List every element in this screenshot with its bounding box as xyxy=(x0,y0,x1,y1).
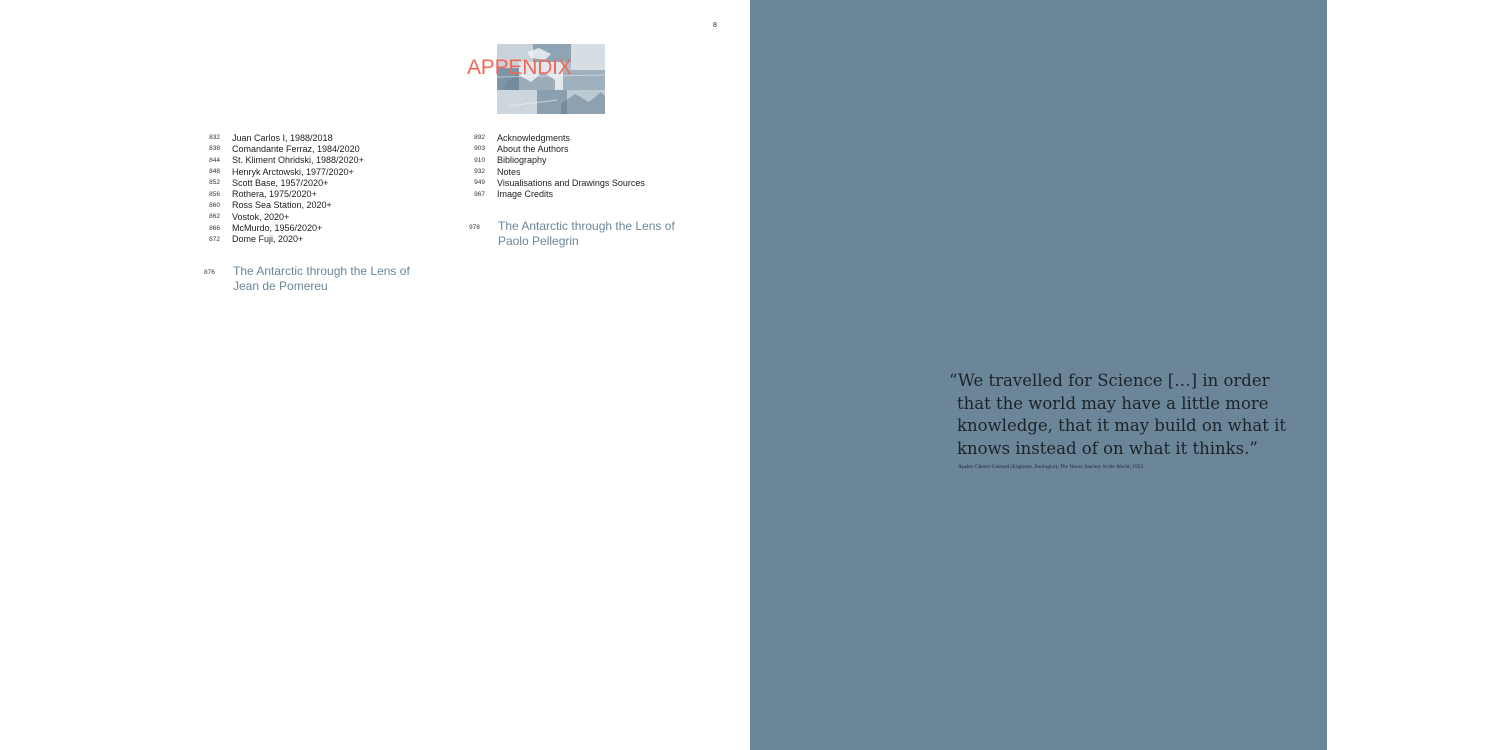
toc-item xyxy=(203,200,364,211)
toc-list-stations xyxy=(203,132,364,245)
toc-page-number: 903 xyxy=(474,145,485,153)
toc-page-number: 876 xyxy=(204,269,215,276)
toc-title: Image Credits xyxy=(497,189,554,200)
quote-line: knowledge, that it may build on what it xyxy=(957,416,1287,435)
toc-item xyxy=(203,155,364,166)
toc-page-number: 862 xyxy=(209,213,220,221)
toc-page-number: 978 xyxy=(469,224,480,231)
toc-page-number: 860 xyxy=(209,201,220,209)
toc-page-number: 949 xyxy=(474,179,485,187)
toc-page-number: 866 xyxy=(209,224,220,232)
toc-feature-title xyxy=(498,219,675,248)
toc-page-number: 838 xyxy=(209,145,220,153)
toc-page-number: 844 xyxy=(209,156,220,164)
toc-item xyxy=(468,188,645,199)
toc-feature-title xyxy=(233,264,410,293)
quote-line: that the world may have a little more xyxy=(957,393,1269,413)
toc-item xyxy=(468,143,645,154)
feature-title-line: Paolo Pellegrin xyxy=(498,233,579,248)
quote-line: knows instead of on what it thinks.” xyxy=(957,438,1258,458)
toc-feature-pellegrin xyxy=(469,219,675,248)
epigraph xyxy=(949,370,1299,470)
toc-item xyxy=(203,234,364,245)
quote-line: “We travelled for Science […] in order xyxy=(949,371,1270,390)
toc-title: St. Kliment Ohridski, 1988/2020+ xyxy=(232,155,364,166)
toc-title: Visualisations and Drawings Sources xyxy=(497,177,645,188)
toc-title: Notes xyxy=(497,166,521,177)
toc-title: Ross Sea Station, 2020+ xyxy=(232,200,332,211)
toc-page-number: 967 xyxy=(474,190,485,198)
toc-item xyxy=(203,177,364,188)
toc-page-number: 832 xyxy=(209,134,220,142)
feature-title-line: The Antarctic through the Lens of xyxy=(498,219,675,233)
toc-list-backmatter xyxy=(468,132,645,200)
toc-title: Dome Fuji, 2020+ xyxy=(232,234,304,245)
toc-item xyxy=(203,211,364,222)
toc-item xyxy=(468,177,645,188)
toc-title: Bibliography xyxy=(497,155,547,166)
appendix-heading: APPENDIX xyxy=(467,56,572,79)
feature-title-line: Jean de Pomereu xyxy=(233,278,328,293)
page-number: 8 xyxy=(713,22,717,29)
toc-page-number: 910 xyxy=(474,156,485,164)
toc-title: McMurdo, 1956/2020+ xyxy=(232,223,323,234)
toc-item xyxy=(203,132,364,143)
toc-title: Scott Base, 1957/2020+ xyxy=(232,177,329,188)
quote-attribution xyxy=(949,464,1299,470)
toc-page-number: 932 xyxy=(474,168,485,176)
toc-item xyxy=(203,166,364,177)
quote-text xyxy=(949,370,1299,460)
attribution-year: , 1922 xyxy=(1129,464,1144,470)
toc-title: Rothera, 1975/2020+ xyxy=(232,189,317,200)
attribution-work: The Worst Journey in the World xyxy=(1059,464,1130,470)
toc-item xyxy=(203,143,364,154)
toc-title: Acknowledgments xyxy=(497,132,571,143)
toc-item xyxy=(468,132,645,143)
toc-item xyxy=(468,166,645,177)
page-margin xyxy=(1327,0,1500,750)
toc-feature-pomereu xyxy=(204,264,410,293)
toc-page-number: 856 xyxy=(209,190,220,198)
toc-item xyxy=(203,188,364,199)
attribution-author: Apsley Cherry-Garrard (Explorer, Zoologist), xyxy=(958,464,1060,470)
toc-title: About the Authors xyxy=(497,143,569,154)
toc-item xyxy=(203,222,364,233)
toc-title: Henryk Arctowski, 1977/2020+ xyxy=(232,166,354,177)
feature-title-line: The Antarctic through the Lens of xyxy=(233,264,410,278)
toc-item xyxy=(468,155,645,166)
toc-title: Juan Carlos I, 1988/2018 xyxy=(232,132,333,143)
toc-page-number: 852 xyxy=(209,179,220,187)
toc-page-number: 892 xyxy=(474,134,485,142)
toc-title: Vostok, 2020+ xyxy=(232,211,290,222)
toc-page-number: 872 xyxy=(209,235,220,243)
toc-page-number: 848 xyxy=(209,168,220,176)
toc-title: Comandante Ferraz, 1984/2020 xyxy=(232,143,360,154)
